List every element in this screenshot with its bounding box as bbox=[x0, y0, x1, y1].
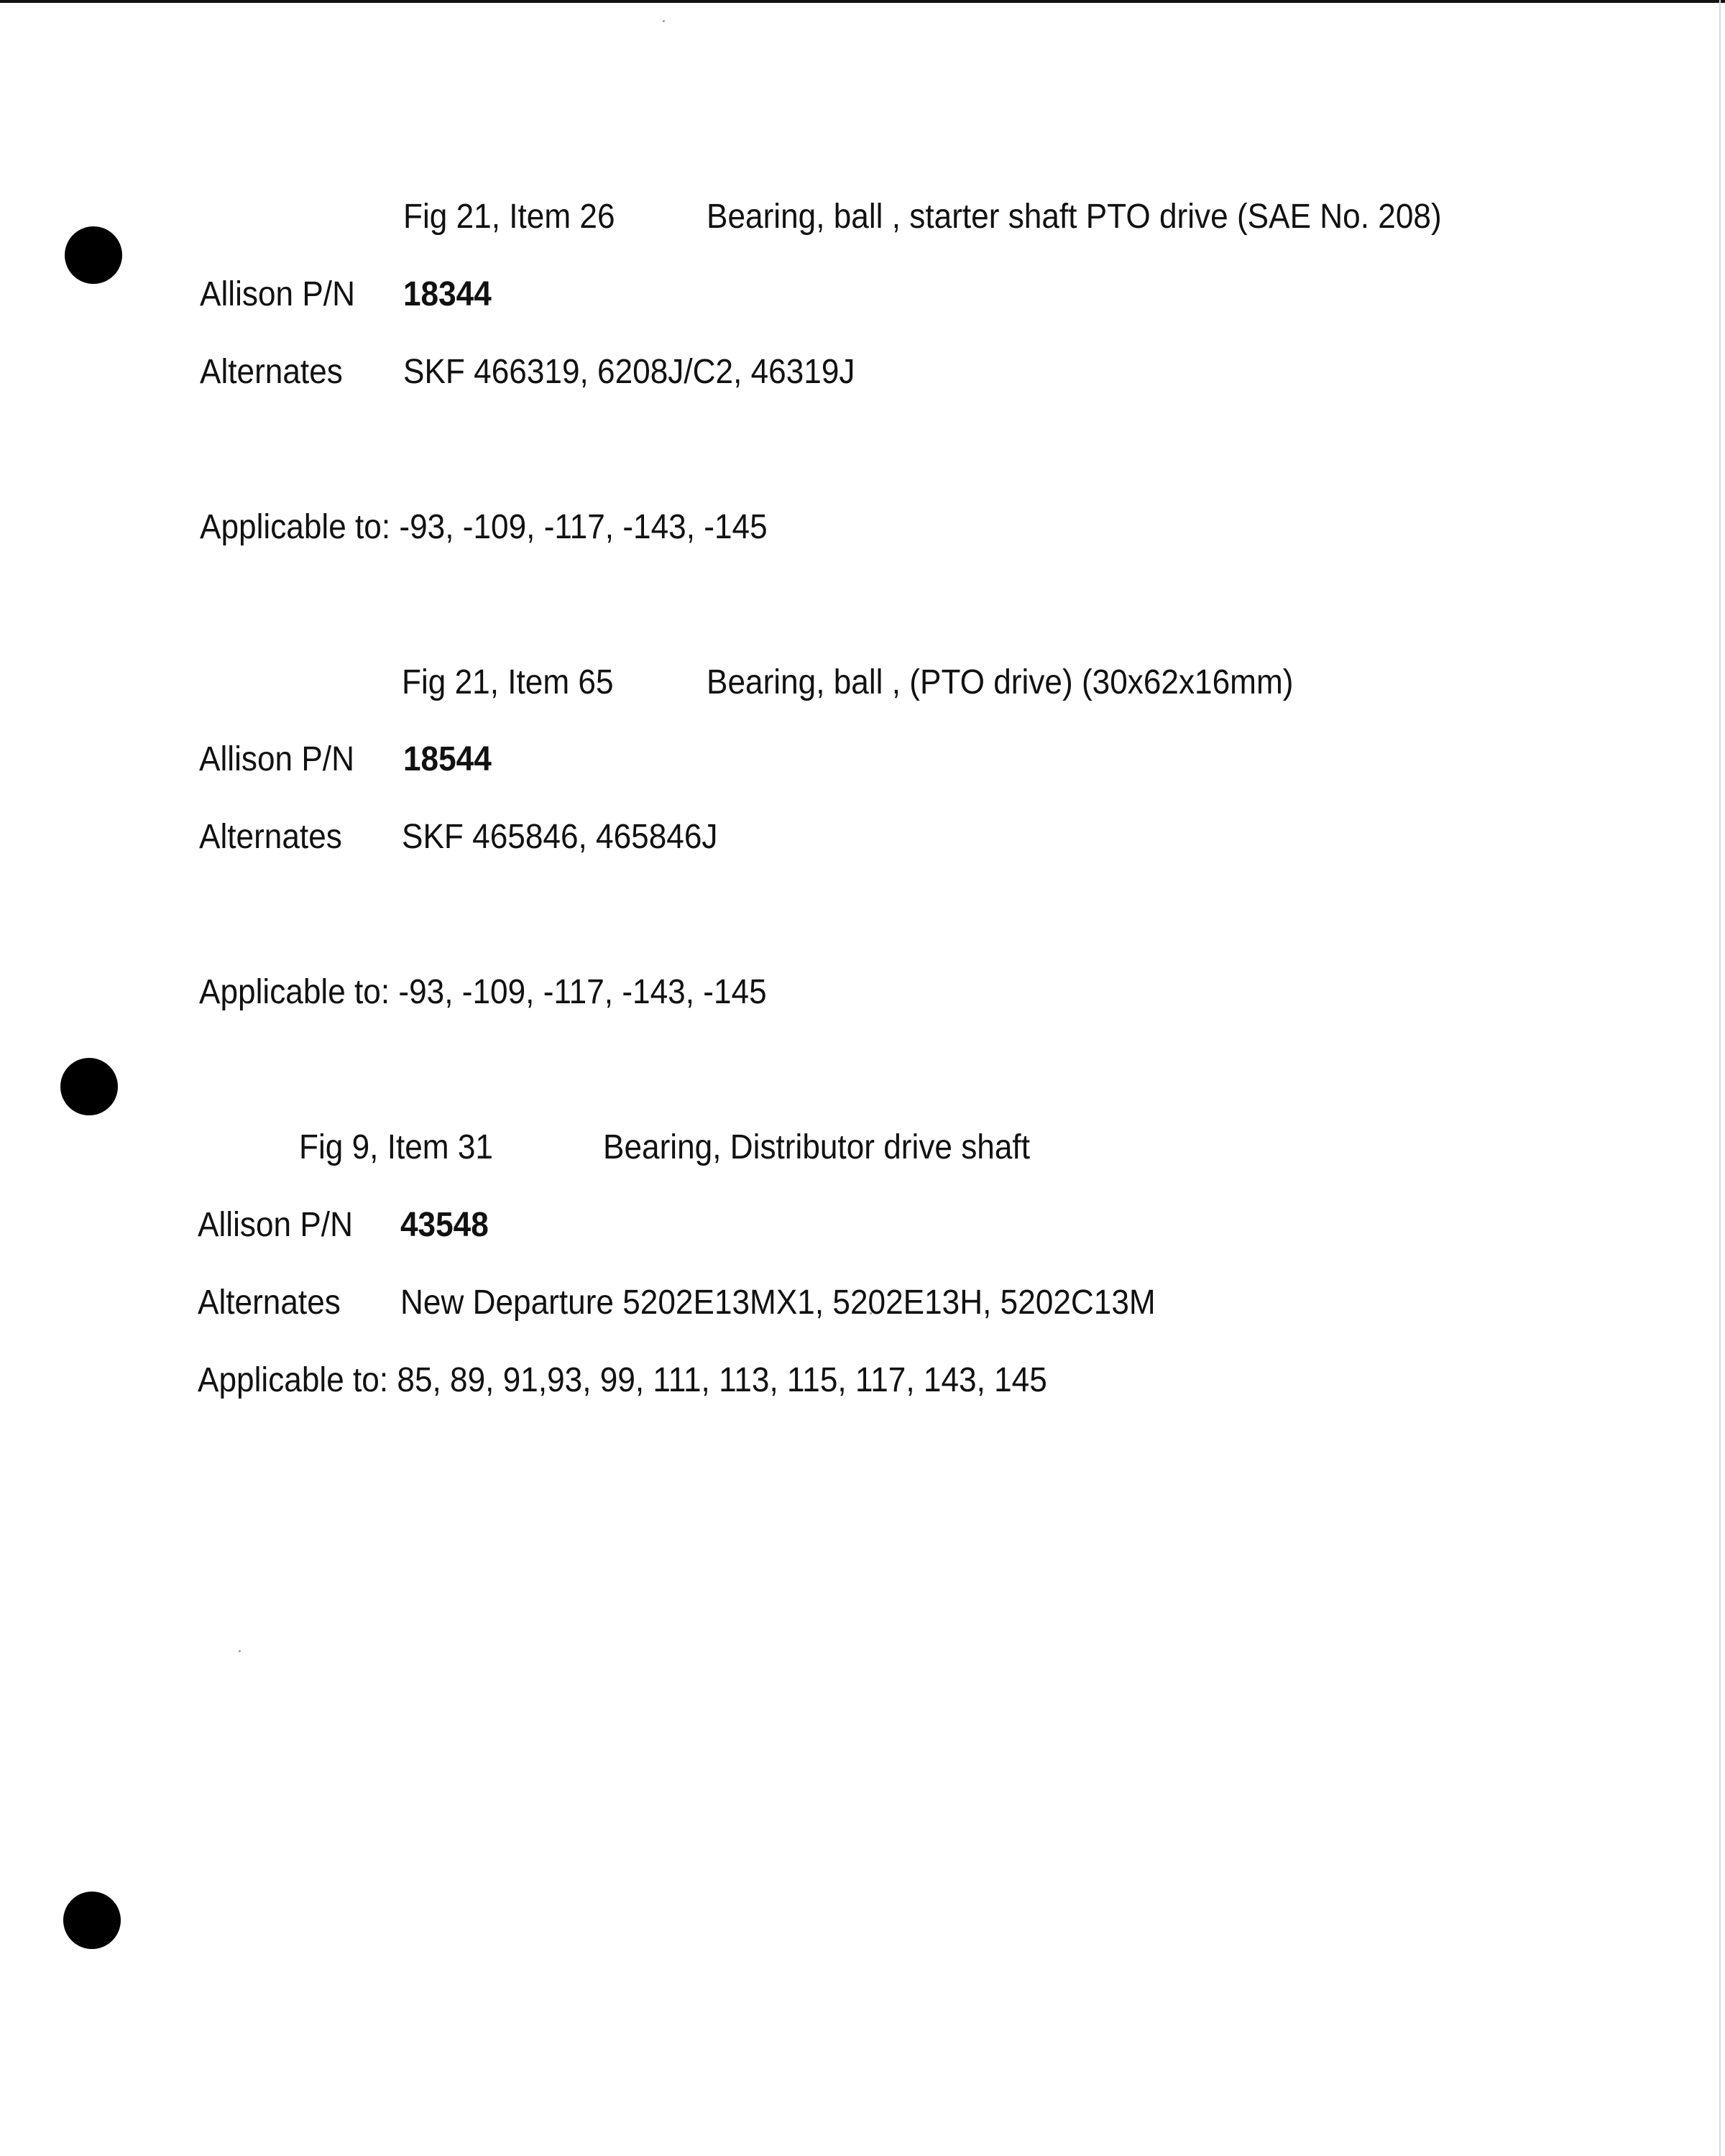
figure-reference: Fig 9, Item 31 bbox=[299, 1128, 493, 1166]
scan-top-border bbox=[0, 0, 1725, 3]
alternates-label: Alternates bbox=[199, 818, 342, 856]
part-number: 43548 bbox=[400, 1206, 489, 1244]
figure-reference: Fig 21, Item 65 bbox=[402, 663, 614, 701]
alternates-value: SKF 466319, 6208J/C2, 46319J bbox=[403, 353, 855, 391]
alternates-label: Alternates bbox=[200, 353, 343, 391]
alternates-value: SKF 465846, 465846J bbox=[402, 818, 718, 856]
scan-right-edge bbox=[1719, 0, 1721, 2156]
scan-speck bbox=[663, 20, 665, 22]
part-description: Bearing, ball , starter shaft PTO drive (SAE No. 208) bbox=[707, 198, 1442, 236]
part-number: 18544 bbox=[403, 740, 492, 778]
part-number: 18344 bbox=[403, 275, 492, 313]
applicable-to: Applicable to: -93, -109, -117, -143, -145 bbox=[200, 508, 768, 546]
part-description: Bearing, Distributor drive shaft bbox=[603, 1128, 1030, 1166]
part-number-label: Allison P/N bbox=[200, 275, 355, 313]
binder-punch-hole-top bbox=[65, 226, 122, 284]
part-number-label: Allison P/N bbox=[199, 740, 354, 778]
part-description: Bearing, ball , (PTO drive) (30x62x16mm) bbox=[707, 663, 1294, 701]
scan-speck bbox=[239, 1650, 241, 1652]
part-number-label: Allison P/N bbox=[198, 1206, 353, 1244]
applicable-to: Applicable to: 85, 89, 91,93, 99, 111, 113, 115, 117, 143, 145 bbox=[198, 1361, 1047, 1399]
binder-punch-hole-bottom bbox=[63, 1892, 121, 1949]
alternates-value: New Departure 5202E13MX1, 5202E13H, 5202C13M bbox=[400, 1284, 1156, 1322]
alternates-label: Alternates bbox=[198, 1284, 341, 1322]
binder-punch-hole-middle bbox=[60, 1058, 118, 1115]
figure-reference: Fig 21, Item 26 bbox=[403, 198, 615, 236]
applicable-to: Applicable to: -93, -109, -117, -143, -145 bbox=[199, 973, 767, 1011]
